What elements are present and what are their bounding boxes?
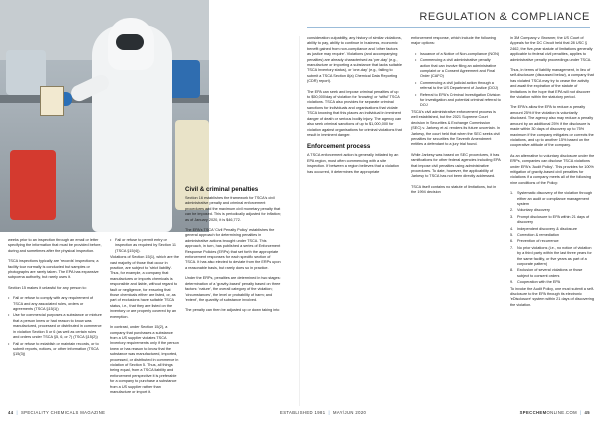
header-rule (307, 27, 590, 28)
page-number: 44 (8, 410, 14, 415)
list-item: 6. Prevention of recurrence (510, 239, 559, 244)
paragraph: TSCA itself contains no statute of limitations, but in the 1994 decision (411, 184, 497, 195)
list-item: • Issuance of a Notice of Non-compliance (NON) (411, 52, 501, 57)
column-5 (411, 36, 501, 201)
list-item: 5. Correction & remediation (510, 233, 559, 237)
paragraph: Section 16 establishes the framework for TSCA's civil administrative penalty and criminal enforcement procedures and the maximum civil monetary penalty that can be imposed. This is periodically adjusted for inflation; as of January 2020, it is $46,772. (185, 196, 281, 222)
paragraph: enforcement response, which include the following major options: (411, 36, 496, 46)
paragraph: The EPA can seek and impose criminal penalties of up to $50,000/day of violation for 'knowing' or 'wilful' TSCA violations. TSCA also provides for separate criminal sanctions for individuals and organisations that violate TSCA knowing that this places an individual in imminent danger of death or serious bodily injury. The agency can also seek criminal sanctions of up to $1,000,000 for violation against organisations for criminal violations that result in imminent danger. (307, 89, 402, 137)
footer-left (8, 410, 105, 415)
paragraph: weeks prior to an inspection through an email or letter specifying the information that must be provided before, during and sometimes after the physical inspection. (8, 238, 102, 253)
paragraph: The EPA's TSCA 'Civil Penalty Policy' establishes the general approach for determining penalties in administrative actions brought under TSCA. This approach, in turn, has published a series of Enforcement Response Policies (ERPs) that set forth the appropriate enforcement responses for each specific section of TSCA. It has also elected to deviate from the ERPs upon a reasonable basis, but rarely does so in practice. (185, 228, 281, 270)
column-3 (185, 184, 281, 319)
paragraph: in 3M Company v. Browner, the US Court of Appeals for the DC Circuit held that 28 USC § 2462, the five-year statute of limitations generally applicable to federal civil penalties, applies to administrative penalty proceedings under TSCA. (510, 36, 593, 62)
list-item: • Commencing a civil judicial action through a referral to the US Department of Justice (DOJ) (411, 81, 501, 92)
column-4 (307, 36, 402, 180)
paragraph: TSCA's civil administrative enforcement process is well established, but the 2021 Supreme Court decision in Securities & Exchange Commission (SEC) v. Jarkesy et al. renders its future uncertain. In Jarkesy, the court held that when the SEC seeks civil penalties for securities the Seventh Amendment entitles a defendant to a jury trial found. (411, 109, 500, 147)
column-6 (510, 36, 595, 313)
section-heading: Civil & criminal penalties (185, 186, 259, 193)
paragraph: Under the ERPs, penalties are determined in two stages: determination of a 'gravity-based' penalty based on three factors: 'nature', the overall category of the violation; 'circumstances', the level or probability of harm; and 'extent', the quantity of substance involved. (185, 276, 281, 302)
footer-separator: | (580, 410, 582, 415)
list-item: 8. Exclusion of several violations or those subject to consent orders (510, 268, 583, 278)
list-item: • Fail or refuse to establish or maintain records, or to submit reports, notices, or other information (TSCA §15(3)) (8, 342, 103, 358)
numbered-list (510, 191, 595, 286)
list-item: 9. Cooperation with the EPA (510, 280, 561, 285)
footer-separator: | (16, 410, 18, 415)
list-item: 7. No prior violations (i.e., no notice of violation by a third party within the last three years for the same facility, or five years as part of a corporate pattern) (510, 245, 592, 267)
article-photo (0, 0, 209, 232)
list-item: • Referral to EPA's Criminal Investigation Division for investigation and potential criminal referral to DOJ (411, 93, 501, 109)
bullet-list (8, 296, 103, 357)
clipboard-icon (40, 86, 64, 116)
paragraph: In contrast, under Section 15(2), a company that purchases a substance from a US supplier violates TSCA Inventory requirements only if the person knew or has reason to know that the substance was manufactured, imported, processed, or distributed in commerce in violation of Section 5. Thus, all things being equal, from a TSCA liability and enforcement perspective it is preferable for a company to purchase a substance from a US supplier rather than manufacture or import it. (110, 325, 179, 394)
list-item: • Fail or refuse to permit entry or inspection as required by Section 11 (TSCA §15(4)). (110, 238, 180, 254)
bullet-list (411, 52, 501, 109)
list-item: • Fail or refuse to comply with any requirement of TSCA and any associated rules, orders or agreements (TSCA §15(1)) (8, 296, 103, 312)
bullet-list (110, 238, 180, 254)
hazmat-visor (116, 34, 144, 50)
magazine-name: SPECIALITY CHEMICALS MAGAZINE (20, 410, 106, 415)
list-item: 1. Systematic discovery of the violation through either an audit or compliance management system (510, 191, 593, 206)
paragraph: While Jarkesy was based on SEC procedures, it has ramifications for other federal agencies including EPA that impose civil penalties using administrative procedures. To date, however, the applicability of Jarkesy to TSCA has not been directly addressed. (411, 152, 501, 179)
footer-right (520, 410, 590, 415)
paragraph: Violations of Section 15(1), which are the vast majority of those that occur in practice, are subject to 'strict liability'. Thus, for example, a company that manufactures or imports chemicals is responsible and liable, without regard to fault or negligence, for ensuring that those chemicals either are listed, or, as part of exclusions have suitable TSCA status, i.e., that they are listed on the inventory or are properly covered by an exemption. (110, 255, 179, 319)
footer-separator: | (328, 410, 330, 415)
list-item: 3. Prompt disclosure to EPA within 21 days of discovery (510, 214, 590, 225)
paragraph: The EPA's allow the EPA to reduce a penalty amount 25% if the violation is voluntarily disclosed. The agency also may reduce a penalty amount by an additional 25% if the disclosure is made within 30 days of discovery up to 75% maximum if the company mitigates or corrects the violations, and up to another 15% based on the cooperative attitude of the company. (510, 105, 594, 148)
section-heading: Enforcement process (307, 143, 371, 151)
list-item: 2. Voluntary discovery (510, 208, 550, 213)
paragraph: Section 15 makes it unlawful for any person to: (8, 285, 87, 290)
paragraph: A TSCA enforcement action is generally initiated by an EPA region, most often commencing with a site inspection. If between a region believes that a violation has occurred, it determines the appropriate (307, 153, 400, 174)
page-number: 45 (584, 410, 590, 415)
header-title: REGULATION & COMPLIANCE (419, 11, 590, 23)
list-item: 4. Independent discovery & disclosure (510, 226, 577, 231)
column-2 (110, 238, 180, 400)
page-separator (299, 36, 300, 406)
footer-center (280, 410, 366, 415)
site-name-rest: ONLINE.COM (546, 410, 578, 415)
photo-drum (10, 150, 56, 220)
paragraph: Thus, in terms of liability management, in lieu of self-disclosure (discussed below), a company that has violated TSCA may try to cease the activity and await the expiration of the statute of limitations in the hope that EPA will not discover the violation within the statutory period. (510, 68, 594, 100)
established-label: ESTABLISHED 1981 (280, 410, 326, 415)
column-1 (8, 238, 103, 359)
list-item: • Use for commercial purposes a substance or mixture that a person knew or had reason to know was manufactured, processed or distributed in commerce in violation Section 5 or 6 (as well as certain rules and orders under TSCA §5, 6, or 7) (TSCA §15(2)) (8, 313, 103, 340)
paragraph: As an alternative to voluntary disclosure under the ERPs, companies can disclose TSCA violations under EPA's 'Audit Policy'. This provides for 100% mitigation of gravity-based civil penalties for violations if a company meets all of the following nine conditions of the Policy: (510, 153, 595, 185)
paragraph: consideration culpability, any history of similar violations, ability to pay, ability to continue in business, economic benefit gained from non-compliance and 'other factors as justice may require'. Violations (and accompanying penalties) are already characterised as 'per-day' (e.g., manufacture or importing a substance that lacks suitable TSCA Inventory status), or 'one-day' (e.g., failing to submit a TSCA Section 8(a) Chemical Data Reporting (CDR) report). (307, 36, 402, 84)
paragraph: The penalty can then be adjusted up or down taking into (185, 308, 280, 313)
paragraph: To invoke the Audit Policy, one must submit a self-disclosure to the EPA through its electronic 'eDisclosure' system within 21 days of discovering the violation. (510, 286, 595, 307)
list-item: • Commencing a civil administrative penalty action that can involve filing an administrative complaint or a Consent Agreement and Final Order (CAFO) (411, 58, 501, 80)
site-name-bold: SPECCHEM (519, 410, 547, 415)
paragraph: TSCA inspections typically are 'records' inspections; a facility tour normally is conducted but samples or photographs are rarely taken. The EPA has expansive subpoena authority, but rarely uses it. (8, 259, 99, 280)
issue-date: MAY/JUN 2020 (332, 410, 367, 415)
